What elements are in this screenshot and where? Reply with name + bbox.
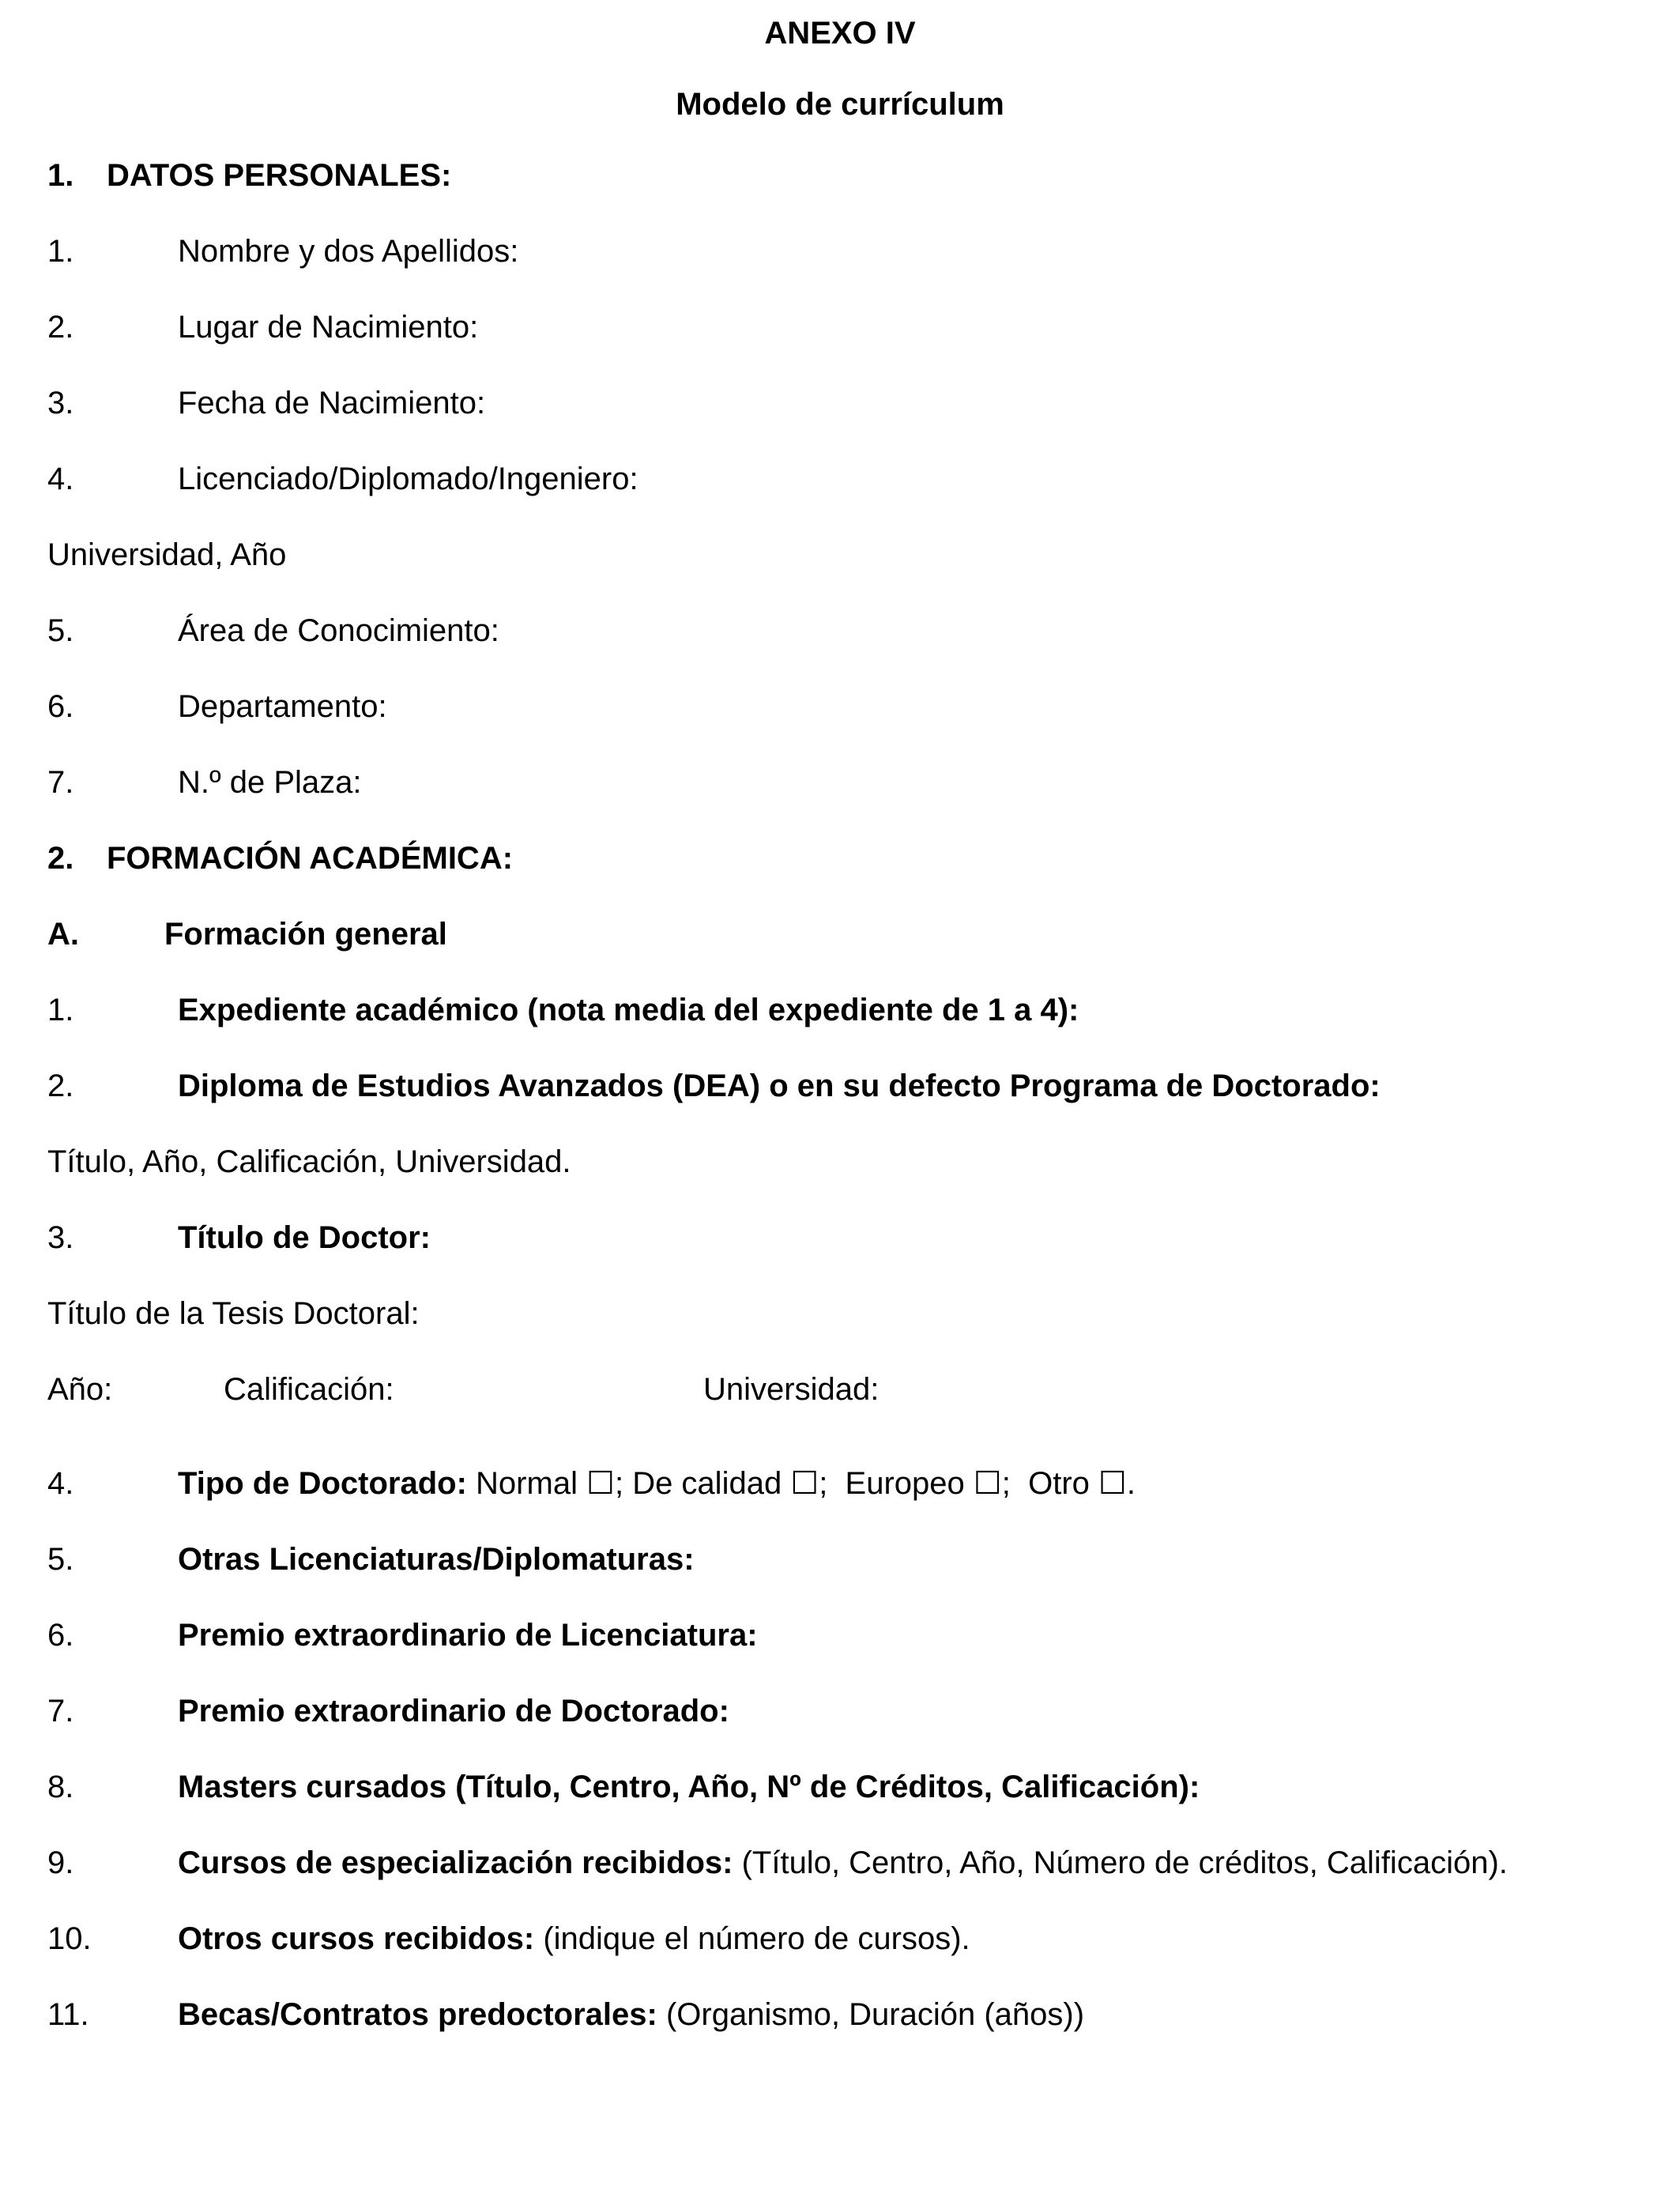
item-number: 6. bbox=[47, 689, 74, 724]
subsection-title: Formación general bbox=[164, 917, 447, 952]
section-1-number: 1. bbox=[47, 158, 74, 193]
checkbox-european[interactable]: ☐ bbox=[973, 1466, 1002, 1501]
item-number: 5. bbox=[47, 613, 74, 648]
grants-row bbox=[178, 1999, 1084, 2030]
separator: ; bbox=[614, 1466, 624, 1501]
dea-detail-text: Título, Año, Calificación, Universidad. bbox=[47, 1144, 571, 1179]
item-label-degree-award: Premio extraordinario de Licenciatura: bbox=[178, 1618, 758, 1653]
section-2-number: 2. bbox=[47, 841, 74, 876]
checkbox-normal[interactable]: ☐ bbox=[586, 1466, 615, 1501]
checkbox-other[interactable]: ☐ bbox=[1098, 1466, 1127, 1501]
item-number: 3. bbox=[47, 386, 74, 420]
item-detail: (Organismo, Duración (años)) bbox=[657, 1997, 1085, 2032]
item-label-grants: Becas/Contratos predoctorales: bbox=[178, 1997, 657, 2032]
subsection-letter: A. bbox=[47, 917, 79, 952]
item-label-other-degrees: Otras Licenciaturas/Diplomaturas: bbox=[178, 1542, 695, 1577]
item-label-birthplace: Lugar de Nacimiento: bbox=[178, 310, 479, 345]
doctorate-type-row bbox=[178, 1468, 1136, 1499]
item-number: 4. bbox=[47, 462, 74, 496]
option-quality-label: De calidad bbox=[632, 1466, 782, 1501]
item-label-name: Nombre y dos Apellidos: bbox=[178, 234, 519, 269]
item-number: 2. bbox=[47, 1069, 74, 1103]
checkbox-quality[interactable]: ☐ bbox=[790, 1466, 819, 1501]
item-number: 8. bbox=[47, 1770, 74, 1804]
item-number: 4. bbox=[47, 1466, 74, 1501]
item-number: 2. bbox=[47, 310, 74, 345]
item-label-position-number: N.º de Plaza: bbox=[178, 765, 362, 800]
item-number: 6. bbox=[47, 1618, 74, 1653]
item-label-dea: Diploma de Estudios Avanzados (DEA) o en su defecto Programa de Doctorado: bbox=[178, 1069, 1381, 1103]
item-detail: (Título, Centro, Año, Número de créditos, Calificación). bbox=[733, 1845, 1508, 1880]
item-label-degree: Licenciado/Diplomado/Ingeniero: bbox=[178, 462, 638, 496]
item-number: 5. bbox=[47, 1542, 74, 1577]
university-year-text: Universidad, Año bbox=[47, 537, 287, 572]
option-european-label: Europeo bbox=[845, 1466, 965, 1501]
item-number: 3. bbox=[47, 1220, 74, 1255]
option-other-label: Otro bbox=[1028, 1466, 1090, 1501]
specialization-courses-row bbox=[178, 1847, 1508, 1879]
item-label-doctor-title: Título de Doctor: bbox=[178, 1220, 431, 1255]
separator: ; bbox=[819, 1466, 828, 1501]
section-1-title: DATOS PERSONALES: bbox=[107, 158, 452, 193]
item-number: 11. bbox=[47, 1997, 89, 2032]
item-detail: (indique el número de cursos). bbox=[534, 1921, 970, 1956]
item-number: 9. bbox=[47, 1845, 74, 1880]
item-label-academic-record: Expediente académico (nota media del expediente de 1 a 4): bbox=[178, 993, 1079, 1027]
item-label-department: Departamento: bbox=[178, 689, 387, 724]
other-courses-row bbox=[178, 1923, 970, 1955]
item-number: 1. bbox=[47, 234, 74, 269]
item-label-doctorate-type: Tipo de Doctorado: bbox=[178, 1466, 467, 1501]
item-label-other-courses: Otros cursos recibidos: bbox=[178, 1921, 535, 1956]
section-2-title: FORMACIÓN ACADÉMICA: bbox=[107, 841, 514, 876]
document-subtitle: Modelo de currículum bbox=[676, 87, 1004, 122]
item-number: 7. bbox=[47, 765, 74, 800]
item-number: 7. bbox=[47, 1694, 74, 1728]
annex-title: ANEXO IV bbox=[764, 16, 916, 51]
item-number: 10. bbox=[47, 1921, 92, 1956]
thesis-grade-label: Calificación: bbox=[224, 1372, 394, 1407]
separator: ; bbox=[1001, 1466, 1011, 1501]
thesis-title-label: Título de la Tesis Doctoral: bbox=[47, 1296, 420, 1331]
option-normal-label: Normal bbox=[476, 1466, 578, 1501]
item-number: 1. bbox=[47, 993, 74, 1027]
item-label-knowledge-area: Área de Conocimiento: bbox=[178, 613, 499, 648]
item-label-masters: Masters cursados (Título, Centro, Año, Nº de Créditos, Calificación): bbox=[178, 1770, 1200, 1804]
item-label-doctorate-award: Premio extraordinario de Doctorado: bbox=[178, 1694, 729, 1728]
item-label-specialization-courses: Cursos de especialización recibidos: bbox=[178, 1845, 733, 1880]
thesis-university-label: Universidad: bbox=[703, 1372, 880, 1407]
item-label-birthdate: Fecha de Nacimiento: bbox=[178, 386, 486, 420]
thesis-year-label: Año: bbox=[47, 1372, 113, 1407]
period: . bbox=[1126, 1466, 1136, 1501]
